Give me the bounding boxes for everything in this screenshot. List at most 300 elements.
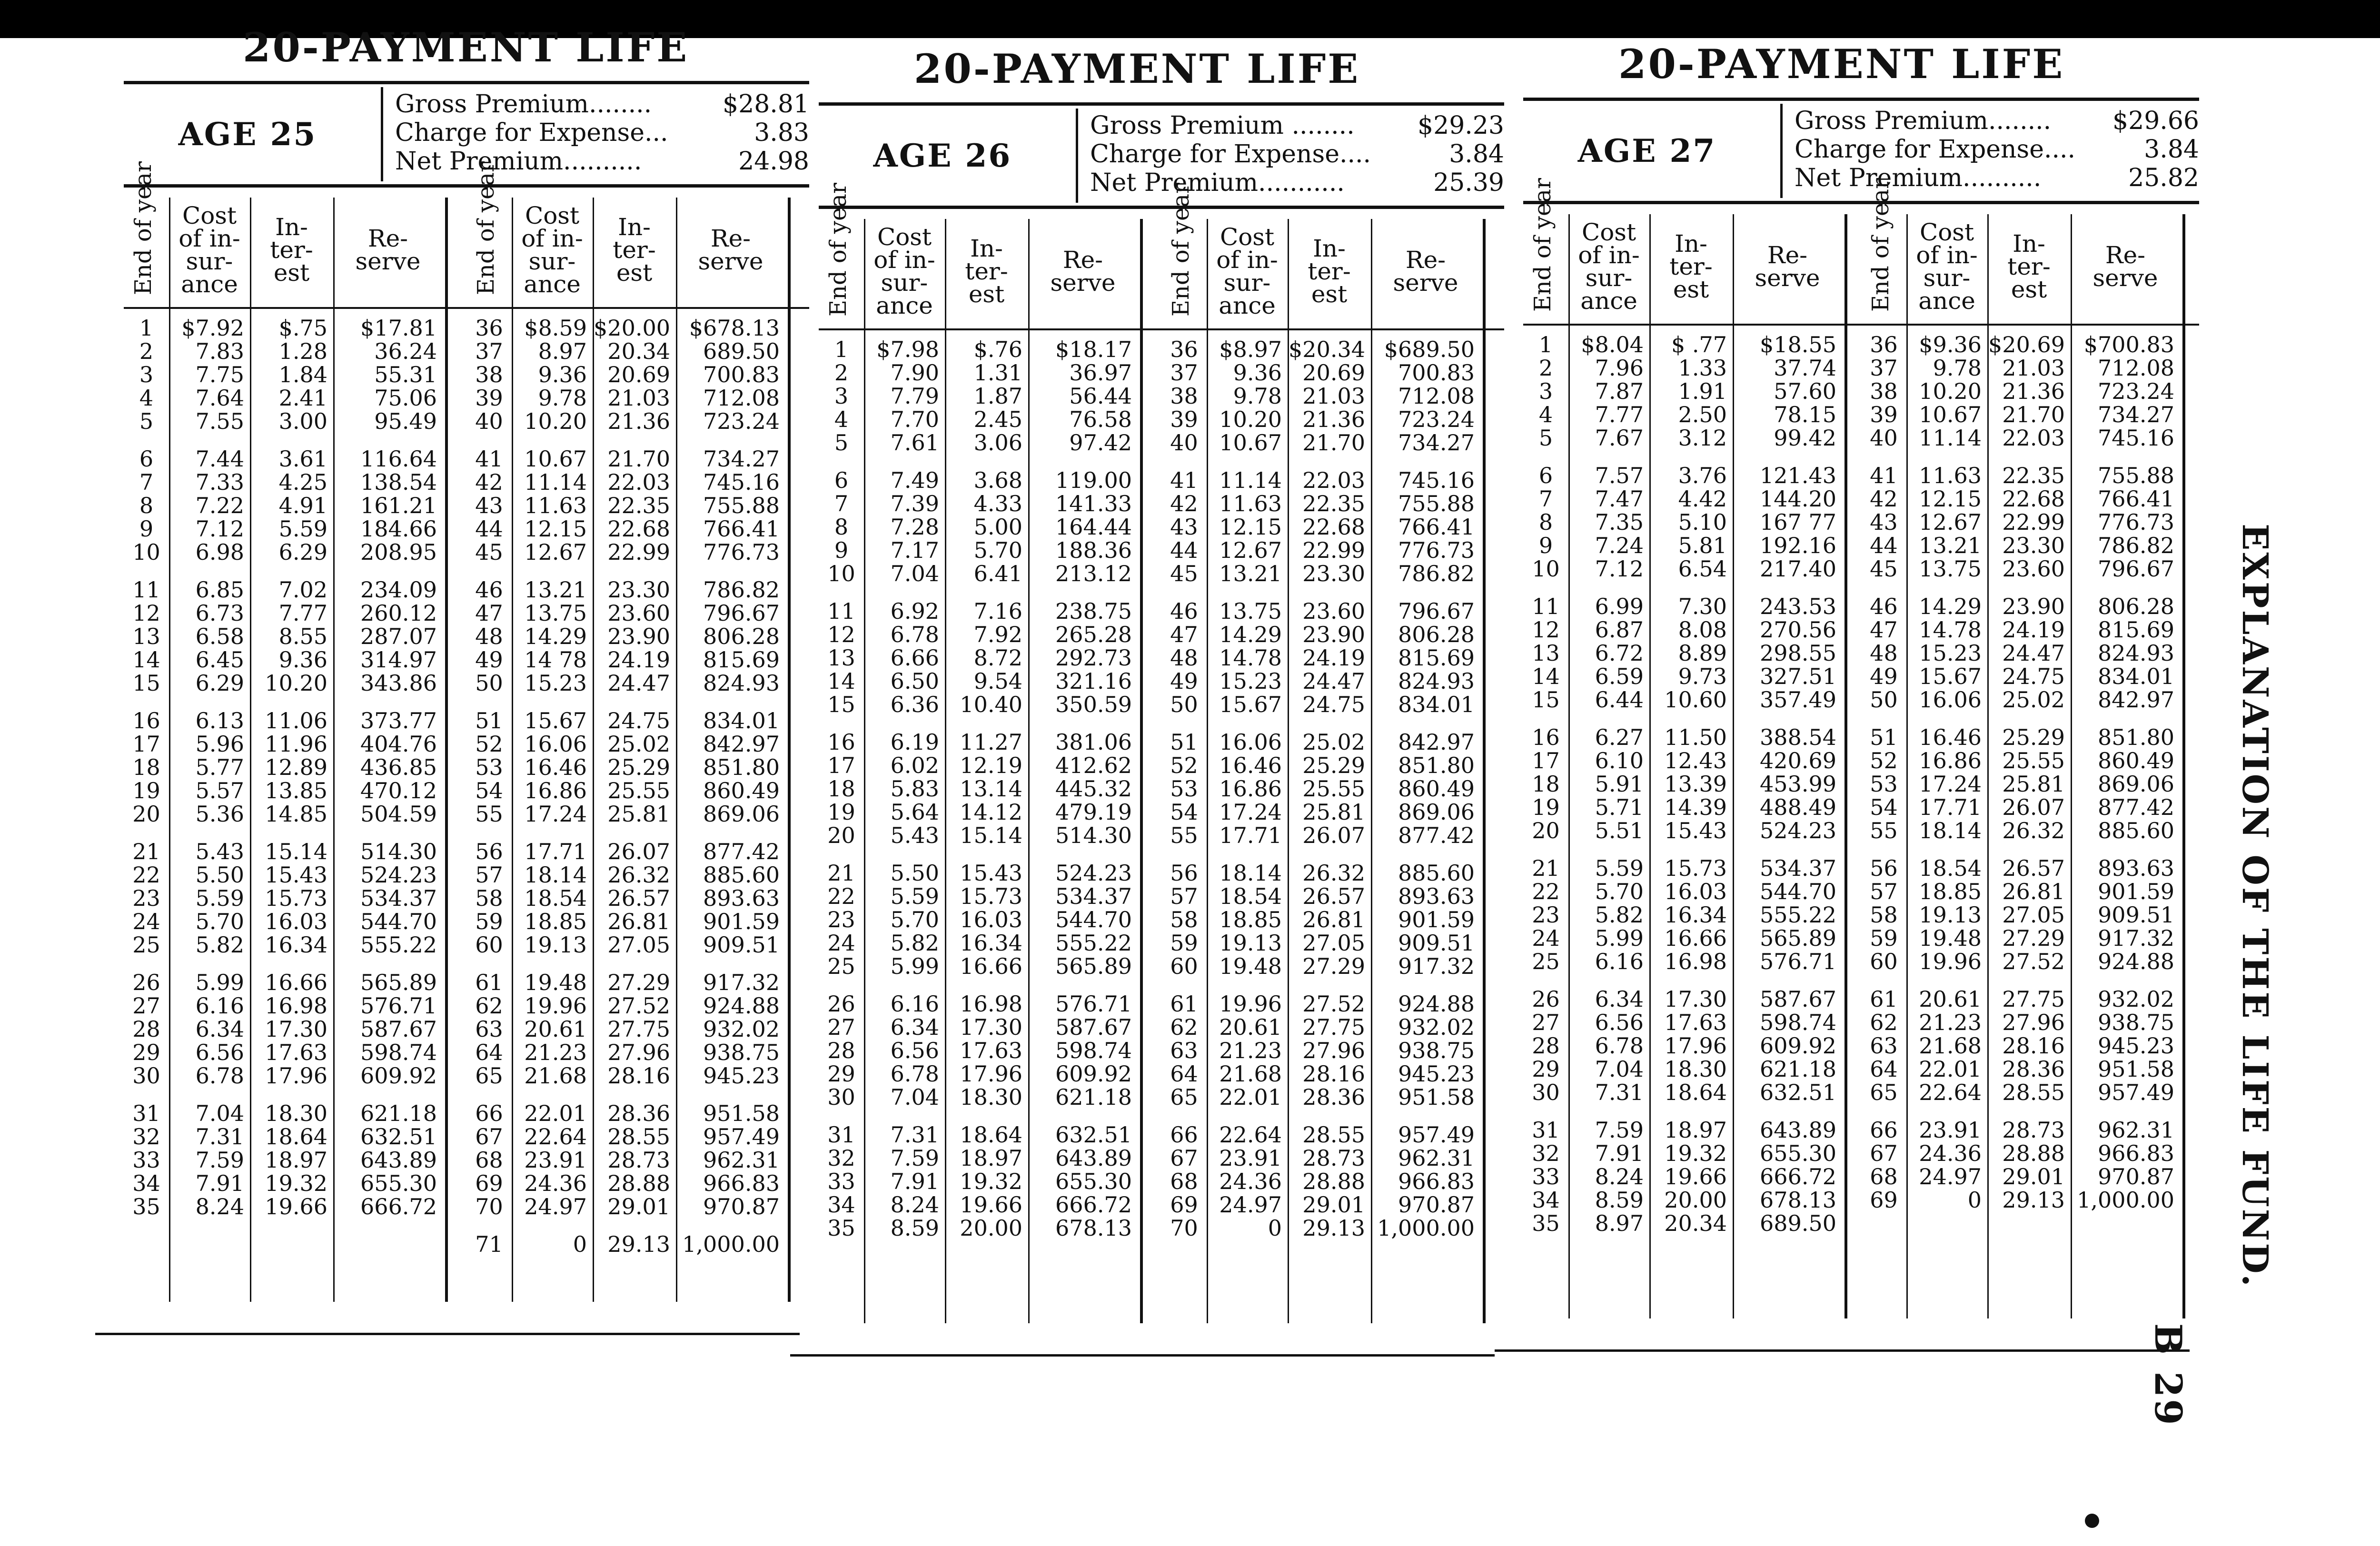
year-cell: 10 bbox=[132, 539, 160, 565]
year-cell: 23 bbox=[132, 885, 160, 911]
reserve-cell: 951.58 bbox=[2098, 1056, 2174, 1082]
interest-cell: 18.30 bbox=[265, 1100, 327, 1126]
reserve-cell: 860.49 bbox=[703, 778, 780, 803]
cost-cell: 8.59 bbox=[1595, 1187, 1644, 1213]
reserve-cell: 938.75 bbox=[1398, 1038, 1475, 1063]
year-cell: 5 bbox=[139, 408, 154, 434]
interest-cell: 10.20 bbox=[265, 670, 327, 696]
year-cell: 9 bbox=[834, 537, 849, 563]
reserve-cell: 167 77 bbox=[1760, 509, 1836, 535]
year-cell: 48 bbox=[1870, 640, 1898, 666]
interest-header-line: est bbox=[1673, 276, 1709, 303]
reserve-cell: 776.73 bbox=[703, 539, 780, 565]
reserve-cell: 806.28 bbox=[1398, 622, 1475, 647]
year-cell: 35 bbox=[1532, 1210, 1560, 1236]
year-cell: 47 bbox=[1870, 617, 1898, 643]
reserve-cell: 453.99 bbox=[1760, 771, 1836, 797]
cost-cell: 18.85 bbox=[1219, 907, 1282, 932]
cost-cell: 5.99 bbox=[1595, 925, 1644, 951]
interest-cell: 8.72 bbox=[973, 645, 1022, 671]
cost-cell: 6.27 bbox=[1595, 724, 1644, 750]
reserve-cell: 766.41 bbox=[703, 516, 780, 542]
reserve-header bbox=[676, 227, 785, 273]
cost-cell: 7.47 bbox=[1595, 486, 1644, 512]
year-cell: 57 bbox=[475, 862, 503, 888]
header-divider bbox=[1076, 109, 1078, 203]
reserve-cell: 555.22 bbox=[1760, 902, 1836, 928]
year-cell: 29 bbox=[1532, 1056, 1560, 1082]
interest-cell: 8.89 bbox=[1678, 640, 1727, 666]
interest-cell: 19.66 bbox=[265, 1194, 327, 1219]
cost-cell: 20.61 bbox=[524, 1016, 587, 1042]
interest-cell: 24.19 bbox=[2002, 617, 2065, 643]
year-cell: 35 bbox=[827, 1215, 855, 1241]
reserve-cell: 621.18 bbox=[1055, 1084, 1132, 1110]
reserve-cell: 962.31 bbox=[703, 1147, 780, 1173]
interest-cell: 27.96 bbox=[1302, 1038, 1365, 1063]
reserve-cell: 842.97 bbox=[2098, 687, 2174, 713]
interest-header-line: est bbox=[616, 259, 653, 287]
interest-cell: 24.75 bbox=[607, 708, 670, 733]
interest-cell: 26.57 bbox=[2002, 855, 2065, 881]
interest-cell: 26.32 bbox=[1302, 860, 1365, 886]
interest-cell: 11.27 bbox=[960, 729, 1022, 755]
reserve-cell: 806.28 bbox=[2098, 594, 2174, 619]
reserve-cell: 420.69 bbox=[1760, 748, 1836, 773]
interest-header-line: est bbox=[2011, 276, 2047, 303]
reserve-cell: 208.95 bbox=[360, 539, 437, 565]
premium-table bbox=[819, 183, 1504, 1395]
cost-cell: 9.78 bbox=[1233, 383, 1282, 409]
cost-cell: 18.14 bbox=[524, 862, 587, 888]
cost-cell: 23.91 bbox=[524, 1147, 587, 1173]
reserve-cell: 815.69 bbox=[1398, 645, 1475, 671]
cost-cell: 7.04 bbox=[195, 1100, 244, 1126]
premium-breakdown bbox=[1795, 107, 2199, 192]
cost-cell: $8.97 bbox=[1219, 337, 1282, 362]
year-cell: 14 bbox=[827, 668, 855, 694]
year-cell: 62 bbox=[1170, 1014, 1198, 1040]
year-cell: 27 bbox=[827, 1014, 855, 1040]
interest-cell: 16.34 bbox=[960, 930, 1022, 956]
end-of-year-header: End of year bbox=[130, 161, 157, 295]
year-cell: 25 bbox=[1532, 949, 1560, 974]
cost-cell: 5.36 bbox=[195, 801, 244, 827]
cost-cell: 6.16 bbox=[1595, 949, 1644, 974]
year-cell: 9 bbox=[139, 516, 154, 542]
year-cell: 27 bbox=[1532, 1010, 1560, 1035]
cost-cell: 6.34 bbox=[1595, 986, 1644, 1012]
year-cell: 56 bbox=[1870, 855, 1898, 881]
reserve-cell: 1,000.00 bbox=[682, 1231, 780, 1257]
gross-premium-row bbox=[1090, 111, 1504, 140]
interest-cell: 27.29 bbox=[1302, 953, 1365, 979]
premium-header bbox=[1523, 98, 2199, 204]
year-cell: 16 bbox=[1532, 724, 1560, 750]
interest-cell: 22.68 bbox=[2002, 486, 2065, 512]
interest-cell: 16.03 bbox=[1664, 879, 1727, 904]
reserve-cell: 534.37 bbox=[360, 885, 437, 911]
year-cell: 21 bbox=[827, 860, 855, 886]
interest-cell: 16.66 bbox=[960, 953, 1022, 979]
year-cell: 8 bbox=[834, 514, 849, 540]
year-cell: 8 bbox=[1538, 509, 1553, 535]
interest-cell: 16.34 bbox=[265, 932, 327, 958]
reserve-cell: 270.56 bbox=[1760, 617, 1836, 643]
reserve-cell: 734.27 bbox=[2098, 402, 2174, 427]
side-heading: EXPLANATION OF THE LIFE FUND. bbox=[2234, 524, 2275, 1288]
year-cell: 63 bbox=[1870, 1033, 1898, 1059]
cost-cell: 6.34 bbox=[195, 1016, 244, 1042]
year-cell: 67 bbox=[1870, 1140, 1898, 1166]
cost-cell: 24.97 bbox=[524, 1194, 587, 1219]
year-cell: 66 bbox=[1170, 1122, 1198, 1148]
reserve-cell: 806.28 bbox=[703, 624, 780, 649]
year-cell: 42 bbox=[1870, 486, 1898, 512]
interest-cell: 18.30 bbox=[960, 1084, 1022, 1110]
reserve-cell: 524.23 bbox=[1760, 818, 1836, 843]
interest-cell: 19.66 bbox=[960, 1192, 1022, 1218]
year-cell: 52 bbox=[475, 731, 503, 757]
reserve-cell: 587.67 bbox=[360, 1016, 437, 1042]
page-number: B 29 bbox=[2146, 1323, 2190, 1427]
reserve-cell: 796.67 bbox=[1398, 598, 1475, 624]
interest-cell: 11.50 bbox=[1664, 724, 1727, 750]
cost-cell: 6.87 bbox=[1595, 617, 1644, 643]
cost-cell: 6.66 bbox=[890, 645, 939, 671]
expense-charge-label: Charge for Expense.... bbox=[1090, 140, 1371, 168]
cost-cell: 15.23 bbox=[1919, 640, 1982, 666]
cost-of-insurance-header-line: Cost bbox=[182, 202, 237, 229]
cost-cell: 6.78 bbox=[890, 1061, 939, 1087]
cost-cell: 11.14 bbox=[1919, 425, 1982, 451]
interest-cell: 18.64 bbox=[1664, 1080, 1727, 1105]
column-divider bbox=[2182, 214, 2185, 1318]
reserve-cell: 381.06 bbox=[1055, 729, 1132, 755]
reserve-cell: 357.49 bbox=[1760, 687, 1836, 713]
reserve-cell: 966.83 bbox=[1398, 1169, 1475, 1194]
cost-cell: 18.54 bbox=[1219, 883, 1282, 909]
cost-cell: 20.61 bbox=[1919, 986, 1982, 1012]
year-cell: 66 bbox=[475, 1100, 503, 1126]
interest-header-line: ter- bbox=[2007, 253, 2051, 280]
cost-cell: 6.02 bbox=[890, 753, 939, 778]
cost-cell: 19.96 bbox=[1219, 991, 1282, 1017]
cost-cell: 6.98 bbox=[195, 539, 244, 565]
interest-cell: 19.32 bbox=[960, 1169, 1022, 1194]
cost-cell: 6.72 bbox=[1595, 640, 1644, 666]
year-cell: 36 bbox=[1870, 332, 1898, 357]
year-cell: 50 bbox=[475, 670, 503, 696]
year-cell: 30 bbox=[1532, 1080, 1560, 1105]
reserve-cell: 314.97 bbox=[360, 647, 437, 673]
interest-cell: 22.99 bbox=[2002, 509, 2065, 535]
year-cell: 23 bbox=[827, 907, 855, 932]
year-cell: 5 bbox=[1538, 425, 1553, 451]
panel-title: 20-PAYMENT LIFE bbox=[1618, 40, 2065, 88]
reserve-cell: 815.69 bbox=[2098, 617, 2174, 643]
year-cell: 59 bbox=[475, 909, 503, 934]
expense-charge-row bbox=[1795, 135, 2199, 164]
reserve-cell: 877.42 bbox=[2098, 794, 2174, 820]
reserve-cell: 962.31 bbox=[1398, 1145, 1475, 1171]
cost-of-insurance-header-line: of in- bbox=[1916, 241, 1978, 269]
interest-cell: 20.00 bbox=[960, 1215, 1022, 1241]
cost-of-insurance-header-line: ance bbox=[524, 270, 581, 298]
reserve-cell: 655.30 bbox=[360, 1170, 437, 1196]
reserve-cell: 723.24 bbox=[2098, 378, 2174, 404]
year-cell: 63 bbox=[475, 1016, 503, 1042]
cost-of-insurance-header-line: of in- bbox=[1578, 241, 1640, 269]
year-cell: 51 bbox=[475, 708, 503, 733]
cost-cell: 5.99 bbox=[890, 953, 939, 979]
year-cell: 67 bbox=[1170, 1145, 1198, 1171]
year-cell: 18 bbox=[1532, 771, 1560, 797]
reserve-cell: 99.42 bbox=[1774, 425, 1836, 451]
interest-cell: 10.60 bbox=[1664, 687, 1727, 713]
reserve-cell: 938.75 bbox=[2098, 1010, 2174, 1035]
reserve-header-line: Re- bbox=[1767, 241, 1808, 269]
interest-cell: 28.36 bbox=[607, 1100, 670, 1126]
cost-of-insurance-header-line: sur- bbox=[528, 248, 576, 275]
reserve-cell: 238.75 bbox=[1055, 598, 1132, 624]
year-cell: 31 bbox=[827, 1122, 855, 1148]
interest-cell: $.76 bbox=[973, 337, 1022, 362]
year-cell: 32 bbox=[132, 1124, 160, 1150]
reserve-header-line: Re- bbox=[710, 225, 751, 252]
interest-cell: 2.41 bbox=[278, 385, 327, 411]
cost-cell: 24.36 bbox=[1219, 1169, 1282, 1194]
reserve-cell: 945.23 bbox=[1398, 1061, 1475, 1087]
interest-cell: 22.99 bbox=[1302, 537, 1365, 563]
cost-cell: 17.24 bbox=[1219, 799, 1282, 825]
interest-cell: 27.05 bbox=[1302, 930, 1365, 956]
reserve-cell: 776.73 bbox=[1398, 537, 1475, 563]
interest-cell: $20.69 bbox=[1988, 332, 2065, 357]
interest-cell: 22.03 bbox=[2002, 425, 2065, 451]
cost-cell: 5.43 bbox=[195, 839, 244, 864]
reserve-cell: 786.82 bbox=[2098, 533, 2174, 558]
reserve-cell: 287.07 bbox=[360, 624, 437, 649]
reserve-cell: 860.49 bbox=[2098, 748, 2174, 773]
interest-cell: 27.29 bbox=[607, 970, 670, 995]
cost-cell: 5.96 bbox=[195, 731, 244, 757]
reserve-cell: 632.51 bbox=[360, 1124, 437, 1150]
reserve-cell: 700.83 bbox=[1398, 360, 1475, 386]
cost-cell: 11.14 bbox=[1219, 467, 1282, 493]
year-cell: 36 bbox=[1170, 337, 1198, 362]
reserve-cell: 869.06 bbox=[1398, 799, 1475, 825]
interest-cell: 25.81 bbox=[2002, 771, 2065, 797]
expense-charge-label: Charge for Expense.... bbox=[1795, 135, 2076, 164]
year-cell: 49 bbox=[475, 647, 503, 673]
year-cell: 14 bbox=[132, 647, 160, 673]
interest-cell: 2.50 bbox=[1678, 402, 1727, 427]
reserve-cell: 678.13 bbox=[1760, 1187, 1836, 1213]
interest-cell: 19.32 bbox=[1664, 1140, 1727, 1166]
reserve-header-line: Re- bbox=[1062, 246, 1103, 274]
interest-cell: 1.28 bbox=[278, 338, 327, 364]
interest-cell: 16.34 bbox=[1664, 902, 1727, 928]
year-cell: 4 bbox=[834, 406, 849, 432]
interest-cell: 13.39 bbox=[1664, 771, 1727, 797]
cost-cell: 16.06 bbox=[1219, 729, 1282, 755]
year-cell: 34 bbox=[1532, 1187, 1560, 1213]
interest-cell: 25.29 bbox=[1302, 753, 1365, 778]
header-divider bbox=[1780, 104, 1783, 198]
reserve-cell: 565.89 bbox=[1055, 953, 1132, 979]
reserve-cell: 514.30 bbox=[1055, 823, 1132, 848]
reserve-cell: 970.87 bbox=[703, 1194, 780, 1219]
year-cell: 36 bbox=[475, 315, 503, 341]
cost-cell: 5.43 bbox=[890, 823, 939, 848]
cost-of-insurance-header-line: ance bbox=[1918, 287, 1975, 315]
year-cell: 69 bbox=[1170, 1192, 1198, 1218]
reserve-cell: 796.67 bbox=[703, 600, 780, 626]
cost-cell: 15.67 bbox=[1219, 692, 1282, 717]
year-cell: 67 bbox=[475, 1124, 503, 1150]
interest-cell: 13.14 bbox=[960, 776, 1022, 802]
year-cell: 53 bbox=[1870, 771, 1898, 797]
reserve-cell: 655.30 bbox=[1760, 1140, 1836, 1166]
interest-cell: 23.30 bbox=[1302, 561, 1365, 586]
reserve-cell: 666.72 bbox=[1760, 1164, 1836, 1189]
reserve-cell: 917.32 bbox=[1398, 953, 1475, 979]
reserve-cell: 265.28 bbox=[1055, 622, 1132, 647]
reserve-cell: 745.16 bbox=[703, 469, 780, 495]
interest-cell: 3.61 bbox=[278, 446, 327, 472]
reserve-cell: 755.88 bbox=[2098, 463, 2174, 488]
reserve-cell: 56.44 bbox=[1069, 383, 1132, 409]
interest-cell: 1.87 bbox=[973, 383, 1022, 409]
reserve-cell: 260.12 bbox=[360, 600, 437, 626]
cost-cell: 15.23 bbox=[1219, 668, 1282, 694]
year-cell: 48 bbox=[1170, 645, 1198, 671]
cost-cell: 7.24 bbox=[1595, 533, 1644, 558]
interest-cell: 29.13 bbox=[2002, 1187, 2065, 1213]
cost-cell: 7.77 bbox=[1595, 402, 1644, 427]
cost-cell: 9.78 bbox=[1933, 355, 1982, 381]
column-head-rule bbox=[124, 307, 809, 309]
reserve-cell: $18.17 bbox=[1055, 337, 1132, 362]
year-cell: 51 bbox=[1870, 724, 1898, 750]
reserve-cell: 119.00 bbox=[1055, 467, 1132, 493]
interest-cell: 20.34 bbox=[1664, 1210, 1727, 1236]
interest-cell: 16.66 bbox=[265, 970, 327, 995]
cost-of-insurance-header-line: sur- bbox=[1923, 264, 1971, 292]
expense-charge-value: 3.84 bbox=[1449, 140, 1504, 168]
interest-cell: 28.16 bbox=[2002, 1033, 2065, 1059]
cost-cell: 8.97 bbox=[538, 338, 587, 364]
year-cell: 17 bbox=[132, 731, 160, 757]
year-cell: 44 bbox=[475, 516, 503, 542]
year-cell: 18 bbox=[827, 776, 855, 802]
reserve-cell: 966.83 bbox=[2098, 1140, 2174, 1166]
cost-cell: 18.54 bbox=[524, 885, 587, 911]
cost-cell: 7.59 bbox=[1595, 1117, 1644, 1143]
reserve-cell: 598.74 bbox=[1760, 1010, 1836, 1035]
year-cell: 28 bbox=[1532, 1033, 1560, 1059]
interest-header-line: ter- bbox=[613, 236, 656, 264]
cost-of-insurance-header-line: ance bbox=[1219, 292, 1276, 319]
interest-cell: 27.96 bbox=[2002, 1010, 2065, 1035]
reserve-header-line: Re- bbox=[1405, 246, 1446, 274]
reserve-cell: 755.88 bbox=[703, 493, 780, 518]
reserve-cell: 632.51 bbox=[1760, 1080, 1836, 1105]
reserve-cell: 609.92 bbox=[360, 1063, 437, 1089]
cost-cell: 19.13 bbox=[1919, 902, 1982, 928]
cost-cell: 5.70 bbox=[195, 909, 244, 934]
year-cell: 43 bbox=[1170, 514, 1198, 540]
reserve-cell: 514.30 bbox=[360, 839, 437, 864]
cost-of-insurance-header-line: sur- bbox=[1223, 269, 1271, 297]
year-cell: 31 bbox=[1532, 1117, 1560, 1143]
cost-cell: $8.59 bbox=[524, 315, 587, 341]
year-cell: 30 bbox=[827, 1084, 855, 1110]
reserve-cell: 851.80 bbox=[703, 754, 780, 780]
cost-cell: 9.36 bbox=[538, 362, 587, 387]
cost-cell: 6.56 bbox=[890, 1038, 939, 1063]
year-cell: 20 bbox=[827, 823, 855, 848]
year-cell: 7 bbox=[834, 491, 849, 516]
cost-cell: 21.23 bbox=[1919, 1010, 1982, 1035]
cost-cell: 6.59 bbox=[1595, 664, 1644, 689]
cost-cell: 10.67 bbox=[1919, 402, 1982, 427]
cost-cell: 24.36 bbox=[1919, 1140, 1982, 1166]
year-cell: 70 bbox=[1170, 1215, 1198, 1241]
cost-cell: 7.31 bbox=[195, 1124, 244, 1150]
year-cell: 16 bbox=[827, 729, 855, 755]
interest-cell: 4.42 bbox=[1678, 486, 1727, 512]
year-cell: 24 bbox=[827, 930, 855, 956]
year-cell: 8 bbox=[139, 493, 154, 518]
cost-cell: 7.75 bbox=[195, 362, 244, 387]
cost-cell: 0 bbox=[1268, 1215, 1282, 1241]
interest-cell: 25.29 bbox=[2002, 724, 2065, 750]
reserve-cell: 164.44 bbox=[1055, 514, 1132, 540]
cost-cell: $9.36 bbox=[1919, 332, 1982, 357]
column-head-rule bbox=[1523, 324, 2199, 326]
cost-cell: 9.78 bbox=[538, 385, 587, 411]
interest-cell: 4.33 bbox=[973, 491, 1022, 516]
reserve-cell: 436.85 bbox=[360, 754, 437, 780]
reserve-cell: $17.81 bbox=[360, 315, 437, 341]
interest-cell: 23.90 bbox=[2002, 594, 2065, 619]
cost-cell: 21.23 bbox=[524, 1040, 587, 1065]
cost-cell: 7.04 bbox=[1595, 1056, 1644, 1082]
age-label: AGE 26 bbox=[873, 137, 1012, 174]
reserve-cell: $700.83 bbox=[2083, 332, 2174, 357]
cost-cell: 13.21 bbox=[1219, 561, 1282, 586]
cost-cell: 24.97 bbox=[1919, 1164, 1982, 1189]
interest-cell: 19.32 bbox=[265, 1170, 327, 1196]
interest-cell: 28.36 bbox=[2002, 1056, 2065, 1082]
interest-cell: 22.99 bbox=[607, 539, 670, 565]
net-premium-label: Net Premium.......... bbox=[395, 147, 642, 176]
reserve-cell: 116.64 bbox=[360, 446, 437, 472]
interest-cell: 24.47 bbox=[1302, 668, 1365, 694]
year-cell: 61 bbox=[1870, 986, 1898, 1012]
interest-cell: 28.16 bbox=[1302, 1061, 1365, 1087]
interest-cell: 7.16 bbox=[973, 598, 1022, 624]
interest-cell: 23.30 bbox=[607, 577, 670, 603]
reserve-cell: 609.92 bbox=[1760, 1033, 1836, 1059]
year-cell: 21 bbox=[1532, 855, 1560, 881]
cost-cell: 5.70 bbox=[1595, 879, 1644, 904]
interest-cell: 7.92 bbox=[973, 622, 1022, 647]
reserve-header bbox=[2071, 241, 2180, 292]
cost-cell: 20.61 bbox=[1219, 1014, 1282, 1040]
